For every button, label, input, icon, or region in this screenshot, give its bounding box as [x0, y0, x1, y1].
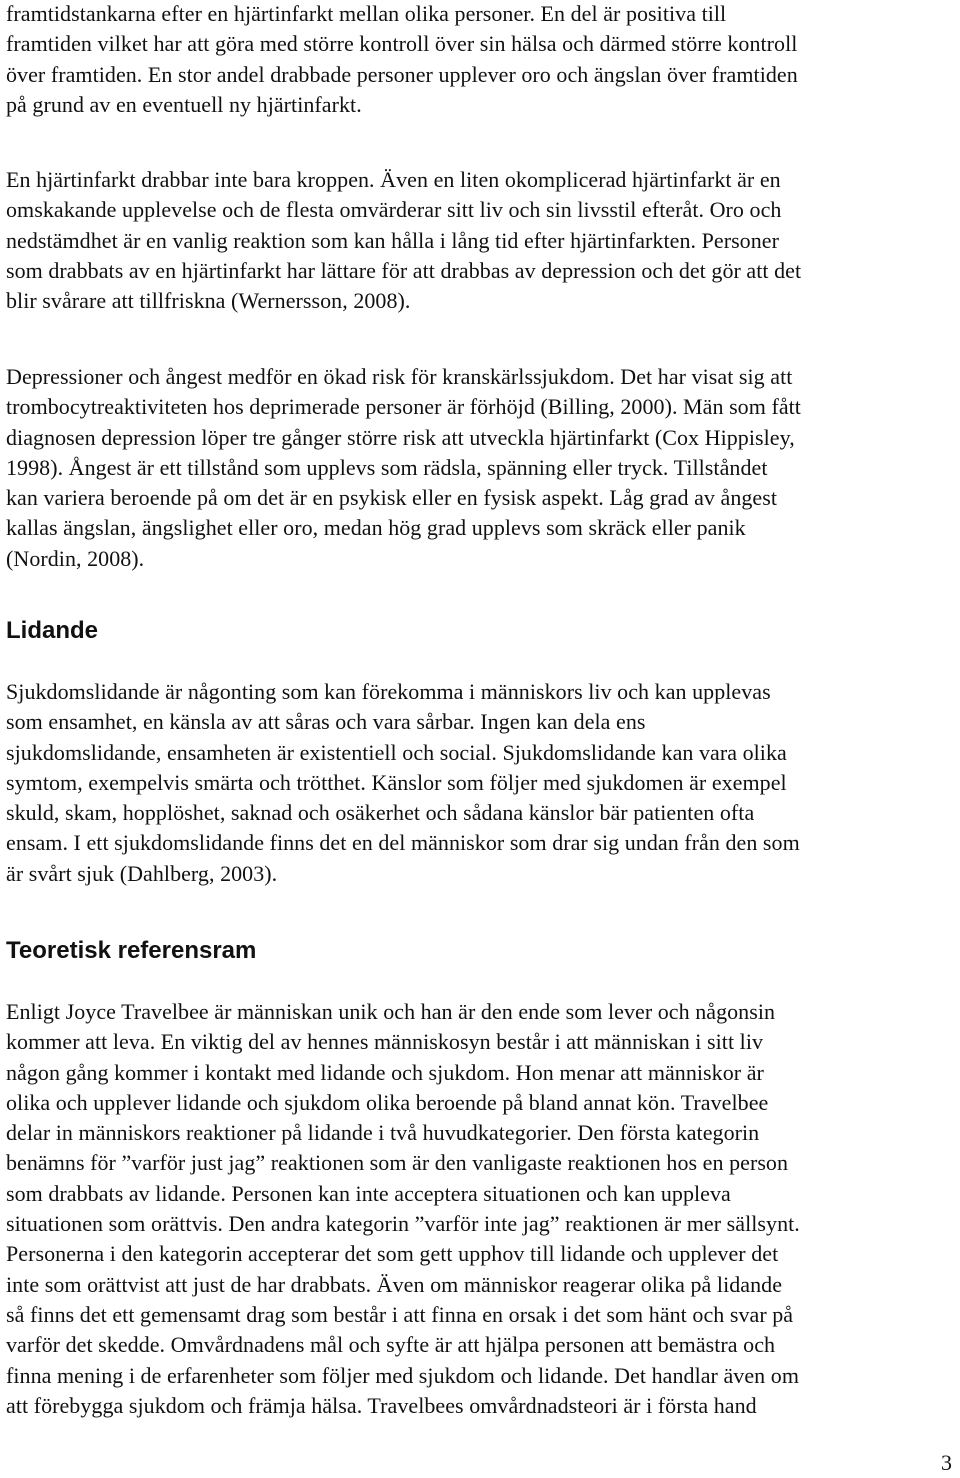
text-line: nedstämdhet är en vanlig reaktion som kan hålla i lång tid efter hjärtinfarkten. Personer [6, 227, 779, 253]
text-line: symtom, exempelvis smärta och trötthet. Känslor som följer med sjukdomen är exempel [6, 769, 787, 795]
paragraph-travelbee-theory [6, 997, 800, 1421]
text-line: diagnosen depression löper tre gånger större risk att utveckla hjärtinfarkt (Cox Hippisley, [6, 424, 795, 450]
text-line: som drabbats av lidande. Personen kan inte acceptera situationen och kan uppleva [6, 1180, 731, 1206]
text-line: (Nordin, 2008). [6, 545, 145, 571]
text-line: på grund av en eventuell ny hjärtinfarkt. [6, 91, 362, 117]
text-line: olika och upplever lidande och sjukdom olika beroende på bland annat kön. Travelbee [6, 1089, 769, 1115]
text-line: att förebygga sjukdom och främja hälsa. Travelbees omvårdnadsteori är i första hand [6, 1392, 757, 1418]
text-line: skuld, skam, hopplöshet, saknad och osäkerhet och sådana känslor bär patienten ofta [6, 800, 755, 826]
section-heading-teoretisk-referensram: Teoretisk referensram [6, 937, 257, 964]
text-line: så finns det ett gemensamt drag som består i att finna en orsak i det som hänt och svar på [6, 1301, 794, 1327]
text-line: kan variera beroende på om det är en psykisk eller en fysisk aspekt. Låg grad av ångest [6, 485, 778, 511]
text-line: omskakande upplevelse och de flesta omvärderar sitt liv och sin livsstil efteråt. Oro och [6, 197, 782, 223]
text-line: över framtiden. En stor andel drabbade personer upplever oro och ängslan över framtiden [6, 61, 798, 87]
text-line: framtidstankarna efter en hjärtinfarkt mellan olika personer. En del är positiva till [6, 1, 727, 26]
page-number: 3 [941, 1450, 952, 1475]
section-heading-lidande: Lidande [6, 617, 99, 644]
paragraph-suffering [6, 677, 800, 889]
text-line: Personerna i den kategorin accepterar det som gett upphov till lidande och upplever det [6, 1241, 779, 1267]
text-line: Sjukdomslidande är någonting som kan förekomma i människors liv och kan upplevas [6, 679, 771, 704]
text-line: är svårt sjuk (Dahlberg, 2003). [6, 860, 278, 886]
text-line: delar in människors reaktioner på lidande i två huvudkategorier. Den första kategorin [6, 1120, 760, 1146]
paragraph-body-impact [6, 165, 801, 316]
text-line: varför det skedde. Omvårdnadens mål och syfte är att hjälpa personen att bemästra och [6, 1332, 776, 1358]
text-line: som ensamhet, en känsla av att såras och vara sårbar. Ingen kan dela ens [6, 709, 646, 735]
paragraph-depression-anxiety [6, 362, 801, 574]
text-line: Enligt Joyce Travelbee är människan unik och han är den ende som lever och någonsin [6, 999, 776, 1024]
text-line: En hjärtinfarkt drabbar inte bara kroppen. Även en liten okomplicerad hjärtinfarkt är en [6, 167, 781, 192]
text-line: någon gång kommer i kontakt med lidande och sjukdom. Hon menar att människor är [6, 1059, 764, 1085]
text-line: ensam. I ett sjukdomslidande finns det en del människor som drar sig undan från den som [6, 830, 800, 856]
text-line: kommer att leva. En viktig del av hennes människosyn består i att människan i sitt liv [6, 1029, 764, 1055]
text-line: benämns för ”varför just jag” reaktionen som är den vanligaste reaktionen hos en person [6, 1150, 789, 1176]
text-line: situationen som orättvis. Den andra kategorin ”varför inte jag” reaktionen är mer sällsynt. [6, 1211, 800, 1237]
text-line: som drabbats av en hjärtinfarkt har lättare för att drabbas av depression och det gör att det [6, 257, 802, 283]
text-line: trombocytreaktiviteten hos deprimerade personer är förhöjd (Billing, 2000). Män som fått [6, 394, 801, 420]
text-line: Depressioner och ångest medför en ökad risk för kranskärlssjukdom. Det har visat sig att [6, 364, 793, 389]
text-line: framtiden vilket har att göra med större kontroll över sin hälsa och därmed större kontroll [6, 31, 798, 57]
paragraph-prognosis [6, 0, 798, 120]
text-line: finna mening i de erfarenheter som följer med sjukdom och lidande. Det handlar även om [6, 1362, 799, 1388]
text-line: sjukdomslidande, ensamheten är existentiell och social. Sjukdomslidande kan vara olika [6, 739, 787, 765]
text-line: 1998). Ångest är ett tillstånd som upplevs som rädsla, spänning eller tryck. Tillståndet [6, 454, 768, 480]
text-line: blir svårare att tillfriskna (Wernersson, 2008). [6, 288, 411, 314]
text-line: inte som orättvist att just de har drabbats. Även om människor reagerar olika på lidande [6, 1271, 783, 1297]
text-line: kallas ängslan, ängslighet eller oro, medan hög grad upplevs som skräck eller panik [6, 515, 746, 541]
